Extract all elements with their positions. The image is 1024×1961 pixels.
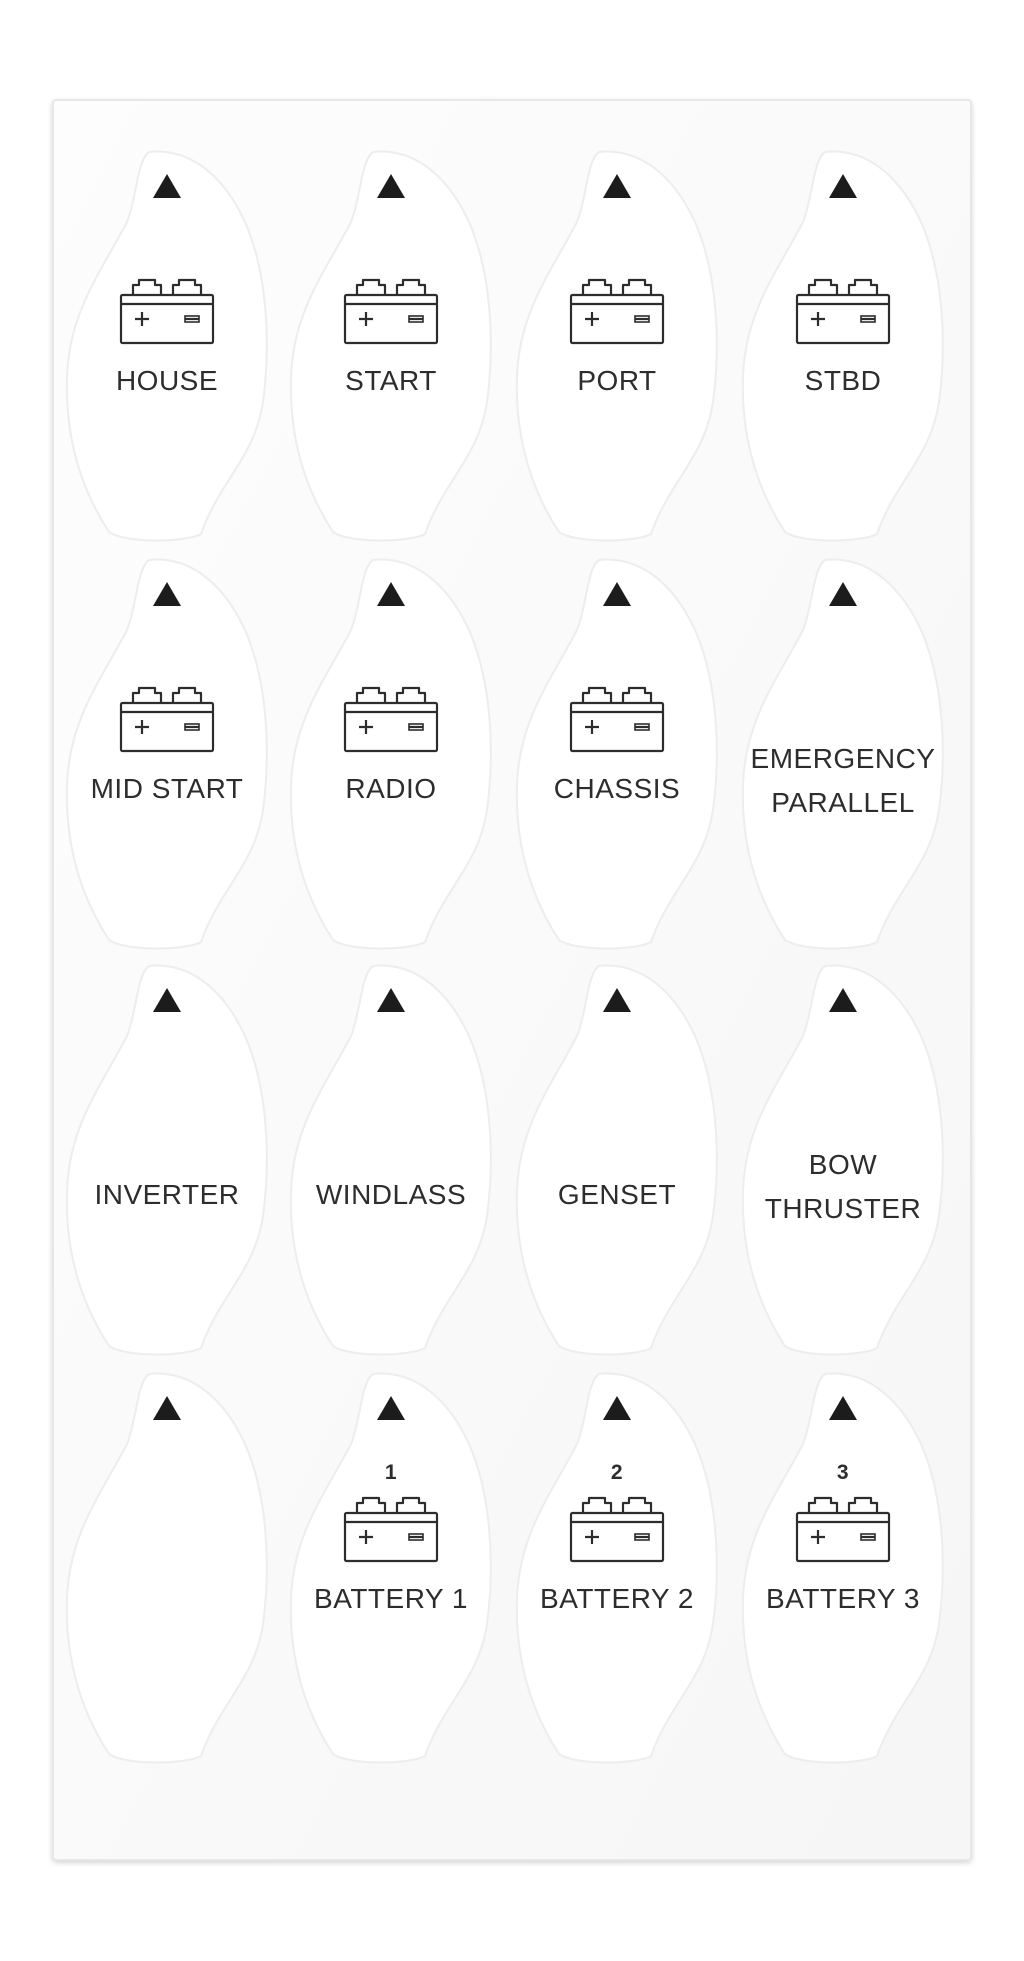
label-text: PARALLEL	[771, 787, 915, 818]
battery-number: 3	[836, 1461, 850, 1484]
label-text: THRUSTER	[764, 1193, 922, 1224]
label-text: GENSET	[557, 1179, 677, 1210]
label-text: STBD	[804, 365, 882, 396]
label-text: PORT	[577, 365, 657, 396]
label-text: CHASSIS	[553, 773, 681, 804]
label-text: BATTERY 3	[766, 1583, 920, 1614]
label-text: MID START	[90, 773, 244, 804]
label-text: WINDLASS	[315, 1179, 467, 1210]
label-text: BATTERY 2	[540, 1583, 694, 1614]
label-text: EMERGENCY	[750, 743, 936, 774]
label-text: BOW	[808, 1149, 878, 1180]
label-text: HOUSE	[115, 365, 219, 396]
battery-number: 2	[610, 1461, 624, 1484]
battery-number: 1	[384, 1461, 398, 1484]
label-text: INVERTER	[94, 1179, 240, 1210]
label-text: START	[345, 365, 437, 396]
label-text: RADIO	[345, 773, 437, 804]
label-text: BATTERY 1	[314, 1583, 468, 1614]
